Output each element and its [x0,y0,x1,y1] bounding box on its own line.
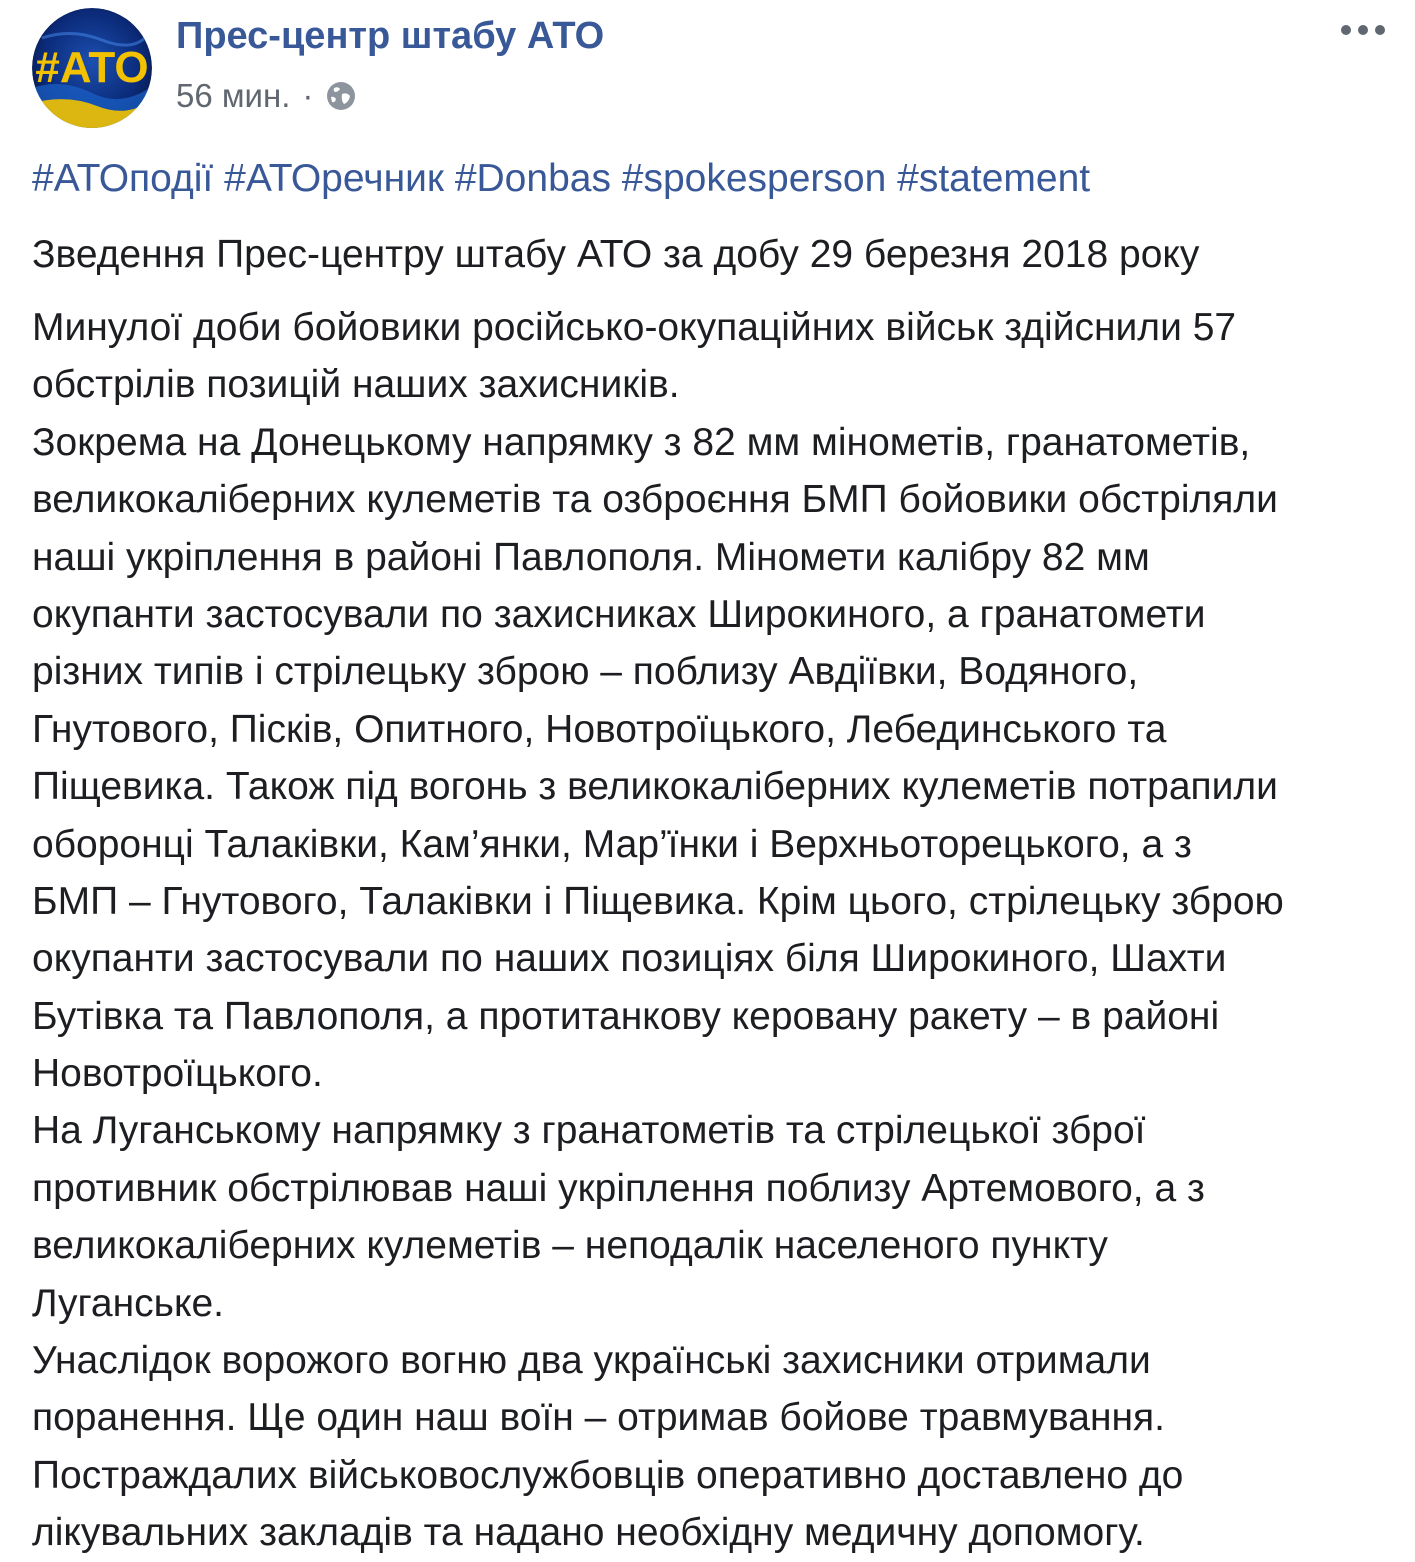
post-body-line: окупанти застосували по наших позиціях біля Широкиного, Шахти [32,937,1227,981]
post-body-line: Луганське. [32,1281,224,1325]
page-avatar[interactable] [32,8,152,128]
hashtag-list [32,150,1090,208]
hashtag-link[interactable]: #statement [897,157,1091,200]
more-options-icon[interactable] [1341,18,1385,42]
meta-separator: · [302,77,314,114]
post-body-line: наші укріплення в районі Павлополя. Міномети калібру 82 мм [32,535,1150,579]
post-body [32,299,1392,1562]
post-meta [176,74,357,118]
post-body-line: обстрілів позицій наших захисників. [32,363,680,407]
ato-logo-icon [32,8,152,128]
post-body-line: різних типів і стрілецьку зброю – поблизу Авдіївки, Водяного, [32,650,1139,694]
post-body-line: противник обстрілював наші укріплення поблизу Артемового, а з [32,1166,1205,1210]
post-body-line: Гнутового, Пісків, Опитного, Новотроїцького, Лебединського та [32,707,1167,751]
post-title: Зведення Прес-центру штабу АТО за добу 29 березня 2018 року [32,233,1200,276]
svg-text:#ATO: #ATO [35,43,149,92]
post-body-line: БМП – Гнутового, Талаківки і Піщевика. Крім цього, стрілецьку зброю [32,879,1284,923]
hashtag-link[interactable]: #АТОподії [32,157,214,200]
post-body-line: великокаліберних кулеметів та озброєння БМП бойовики обстріляли [32,478,1278,522]
hashtag-link[interactable]: #АТОречник [224,157,444,200]
hashtag-link[interactable]: #spokesperson [621,157,887,200]
post-body-line: Постраждалих військовослужбовців оперативно доставлено до [32,1453,1184,1497]
post-body-line: Унаслідок ворожого вогню два українські захисники отримали [32,1339,1151,1383]
post-body-line: поранення. Ще один наш воїн – отримав бойове травмування. [32,1396,1165,1440]
post-body-line: великокаліберних кулеметів – неподалік населеного пункту [32,1224,1108,1268]
post-body-line: Зокрема на Донецькому напрямку з 82 мм мінометів, гранатометів, [32,420,1251,464]
post-body-line: Бутівка та Павлополя, а протитанкову керовану ракету – в районі [32,994,1220,1038]
post-body-line: Минулої доби бойовики російсько-окупаційних військ здійснили 57 [32,306,1237,349]
page-name-link[interactable]: Прес-центр штабу АТО [176,15,605,57]
post-body-line: окупанти застосували по захисниках Широкиного, а гранатомети [32,592,1206,636]
post-body-line: оборонці Талаківки, Кам’янки, Мар’їнки і Верхньоторецького, а з [32,822,1192,866]
post-body-line: лікувальних закладів та надано необхідну медичну допомогу. [32,1511,1145,1555]
post-body-line: Новотроїцького. [32,1052,323,1096]
post-timestamp[interactable]: 56 мин. [176,77,291,114]
hashtag-link[interactable]: #Donbas [454,157,611,200]
post-body-line: Піщевика. Також під вогонь з великокаліберних кулеметів потрапили [32,765,1278,809]
post-body-line: На Луганському напрямку з гранатометів та стрілецької зброї [32,1109,1146,1153]
globe-icon[interactable] [325,80,357,112]
